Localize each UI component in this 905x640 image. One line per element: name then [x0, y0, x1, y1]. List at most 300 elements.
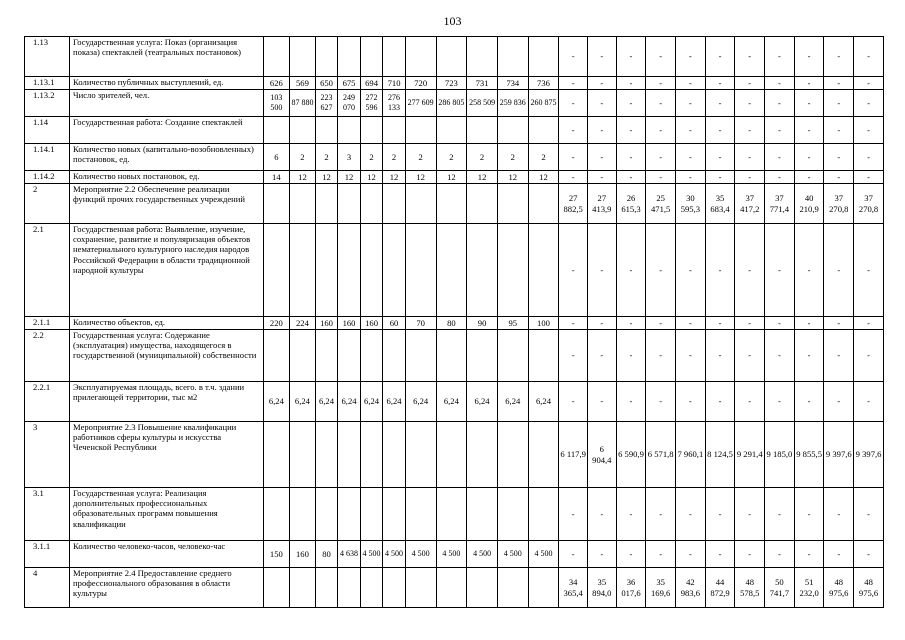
indicator-value — [405, 37, 436, 77]
indicator-value: 2 — [315, 144, 338, 171]
funding-value: - — [765, 171, 795, 184]
indicator-value — [360, 117, 383, 144]
indicator-value — [405, 117, 436, 144]
funding-value: - — [587, 90, 616, 117]
funding-value: - — [794, 144, 824, 171]
funding-value: 27 882,5 — [559, 184, 588, 224]
funding-value: 9 855,5 — [794, 422, 824, 488]
indicator-value — [338, 568, 361, 608]
indicator-value: 12 — [528, 171, 559, 184]
indicator-value — [405, 330, 436, 382]
indicator-value: 2 — [383, 144, 406, 171]
funding-value: - — [735, 37, 765, 77]
funding-value: - — [735, 382, 765, 422]
funding-value: - — [676, 90, 706, 117]
funding-value: - — [824, 171, 854, 184]
funding-value: 50 741,7 — [765, 568, 795, 608]
funding-value: - — [824, 90, 854, 117]
funding-value: - — [646, 330, 676, 382]
row-number: 2 — [25, 184, 70, 224]
funding-value: - — [587, 488, 616, 541]
table-row — [25, 117, 884, 144]
indicator-value — [405, 488, 436, 541]
indicator-value: 286 805 — [436, 90, 467, 117]
funding-value: - — [559, 77, 588, 90]
indicator-value: 675 — [338, 77, 361, 90]
funding-value: - — [735, 117, 765, 144]
funding-value: - — [765, 488, 795, 541]
funding-value: 48 975,6 — [854, 568, 884, 608]
funding-value: - — [559, 117, 588, 144]
funding-value: 8 124,5 — [705, 422, 735, 488]
indicator-value: 6,24 — [263, 382, 290, 422]
funding-value: 37 270,8 — [854, 184, 884, 224]
funding-value: 34 365,4 — [559, 568, 588, 608]
indicator-value: 6,24 — [315, 382, 338, 422]
indicator-value — [528, 37, 559, 77]
funding-value: - — [559, 90, 588, 117]
funding-value: - — [646, 37, 676, 77]
table-row — [25, 568, 884, 608]
funding-value: 6 904,4 — [587, 422, 616, 488]
row-name: Мероприятие 2.2 Обеспечение реализации функций прочих государственных учреждений — [70, 184, 264, 224]
indicator-value — [263, 117, 290, 144]
indicator-value — [360, 330, 383, 382]
funding-value: - — [559, 330, 588, 382]
indicator-value — [290, 488, 316, 541]
indicator-value: 95 — [497, 317, 528, 330]
funding-value: - — [854, 330, 884, 382]
funding-value: - — [735, 541, 765, 568]
indicator-value: 276 133 — [383, 90, 406, 117]
funding-value: - — [854, 488, 884, 541]
indicator-value — [360, 422, 383, 488]
funding-value: - — [824, 144, 854, 171]
funding-value: - — [735, 144, 765, 171]
row-number: 3 — [25, 422, 70, 488]
indicator-value — [290, 224, 316, 317]
funding-value: - — [646, 488, 676, 541]
row-name: Эксплуатируемая площадь, всего. в т.ч. здании прилегающей территории, тыс м2 — [70, 382, 264, 422]
indicator-value: 3 — [338, 144, 361, 171]
row-number: 1.13.1 — [25, 77, 70, 90]
row-name: Количество объектов, ед. — [70, 317, 264, 330]
funding-value: - — [765, 90, 795, 117]
funding-value: - — [824, 224, 854, 317]
funding-value: - — [854, 171, 884, 184]
indicator-value — [528, 330, 559, 382]
indicator-value: 2 — [360, 144, 383, 171]
funding-value: - — [705, 317, 735, 330]
funding-value: 9 185,0 — [765, 422, 795, 488]
funding-value: - — [765, 224, 795, 317]
funding-value: - — [854, 224, 884, 317]
indicator-value — [497, 422, 528, 488]
funding-value: - — [676, 117, 706, 144]
funding-value: - — [646, 117, 676, 144]
indicator-value — [467, 488, 498, 541]
indicator-value: 2 — [528, 144, 559, 171]
funding-value: - — [735, 77, 765, 90]
funding-value: - — [794, 317, 824, 330]
funding-value: - — [646, 317, 676, 330]
funding-value: - — [705, 488, 735, 541]
indicator-value — [338, 488, 361, 541]
funding-value: - — [676, 330, 706, 382]
funding-value: 37 771,4 — [765, 184, 795, 224]
funding-value: 35 169,6 — [646, 568, 676, 608]
indicator-value — [467, 568, 498, 608]
indicator-value: 4 500 — [383, 541, 406, 568]
indicator-value — [360, 224, 383, 317]
funding-value: - — [646, 77, 676, 90]
funding-value: 27 413,9 — [587, 184, 616, 224]
funding-value: - — [705, 541, 735, 568]
row-number: 1.14.1 — [25, 144, 70, 171]
indicator-value: 2 — [497, 144, 528, 171]
indicator-value: 272 596 — [360, 90, 383, 117]
funding-value: - — [676, 171, 706, 184]
funding-value: - — [705, 90, 735, 117]
indicators-table — [24, 36, 884, 608]
funding-value: - — [735, 330, 765, 382]
indicator-value — [497, 224, 528, 317]
funding-value: - — [735, 90, 765, 117]
funding-value: - — [676, 37, 706, 77]
indicator-value — [436, 37, 467, 77]
funding-value: 7 960,1 — [676, 422, 706, 488]
indicator-value: 2 — [436, 144, 467, 171]
indicator-value: 14 — [263, 171, 290, 184]
funding-value: - — [559, 171, 588, 184]
table-row — [25, 330, 884, 382]
funding-value: - — [765, 37, 795, 77]
indicator-value: 4 500 — [360, 541, 383, 568]
table-row — [25, 171, 884, 184]
indicator-value — [436, 184, 467, 224]
indicator-value: 12 — [290, 171, 316, 184]
indicator-value: 160 — [360, 317, 383, 330]
row-number: 2.2.1 — [25, 382, 70, 422]
row-number: 3.1.1 — [25, 541, 70, 568]
funding-value: 6 571,8 — [646, 422, 676, 488]
table-row — [25, 184, 884, 224]
funding-value: - — [587, 224, 616, 317]
indicator-value: 12 — [405, 171, 436, 184]
funding-value: - — [824, 382, 854, 422]
row-number: 1.14.2 — [25, 171, 70, 184]
indicator-value — [263, 330, 290, 382]
row-name: Мероприятие 2.3 Повышение квалификации работников сферы культуры и искусства Чеченской Республики — [70, 422, 264, 488]
indicator-value: 160 — [290, 541, 316, 568]
indicator-value — [497, 330, 528, 382]
funding-value: - — [646, 171, 676, 184]
indicator-value: 731 — [467, 77, 498, 90]
funding-value: - — [646, 382, 676, 422]
funding-value: - — [676, 382, 706, 422]
funding-value: - — [735, 171, 765, 184]
funding-value: - — [854, 90, 884, 117]
funding-value: - — [794, 541, 824, 568]
indicator-value: 12 — [338, 171, 361, 184]
table-row — [25, 541, 884, 568]
funding-value: - — [676, 317, 706, 330]
table-row — [25, 422, 884, 488]
indicator-value: 2 — [290, 144, 316, 171]
indicator-value: 277 609 — [405, 90, 436, 117]
indicator-value: 2 — [405, 144, 436, 171]
indicator-value — [497, 117, 528, 144]
indicator-value — [338, 330, 361, 382]
indicator-value: 6,24 — [436, 382, 467, 422]
indicator-value: 224 — [290, 317, 316, 330]
indicator-value: 223 627 — [315, 90, 338, 117]
row-name: Количество человеко-часов, человеко-час — [70, 541, 264, 568]
funding-value: - — [705, 117, 735, 144]
indicator-value — [528, 568, 559, 608]
indicator-value: 4 500 — [497, 541, 528, 568]
indicator-value — [338, 184, 361, 224]
funding-value: - — [646, 90, 676, 117]
indicator-value — [360, 488, 383, 541]
funding-value: - — [794, 330, 824, 382]
funding-value: - — [765, 117, 795, 144]
funding-value: - — [705, 77, 735, 90]
funding-value: - — [587, 330, 616, 382]
row-number: 2.1 — [25, 224, 70, 317]
funding-value: 35 894,0 — [587, 568, 616, 608]
row-number: 1.13.2 — [25, 90, 70, 117]
funding-value: - — [676, 224, 706, 317]
funding-value: - — [735, 488, 765, 541]
funding-value: - — [854, 144, 884, 171]
funding-value: - — [854, 117, 884, 144]
indicator-value: 160 — [315, 317, 338, 330]
indicator-value: 6,24 — [405, 382, 436, 422]
funding-value: - — [794, 382, 824, 422]
funding-value: - — [616, 77, 646, 90]
indicator-value — [405, 422, 436, 488]
indicator-value: 103 500 — [263, 90, 290, 117]
funding-value: - — [794, 90, 824, 117]
funding-value: 6 117,9 — [559, 422, 588, 488]
row-name: Количество публичных выступлений, ед. — [70, 77, 264, 90]
indicator-value — [263, 422, 290, 488]
row-name: Государственная услуга: Показ (организация показа) спектаклей (театральных постановок) — [70, 37, 264, 77]
table-row — [25, 144, 884, 171]
funding-value: 25 471,5 — [646, 184, 676, 224]
funding-value: - — [616, 317, 646, 330]
row-number: 1.13 — [25, 37, 70, 77]
funding-value: - — [616, 382, 646, 422]
funding-value: 9 397,6 — [854, 422, 884, 488]
indicator-value: 650 — [315, 77, 338, 90]
funding-value: - — [616, 224, 646, 317]
funding-value: - — [587, 77, 616, 90]
funding-value: - — [824, 317, 854, 330]
funding-value: - — [587, 117, 616, 144]
funding-value: - — [646, 144, 676, 171]
funding-value: - — [587, 317, 616, 330]
indicator-value: 90 — [467, 317, 498, 330]
funding-value: - — [794, 117, 824, 144]
funding-value: - — [735, 224, 765, 317]
funding-value: - — [824, 77, 854, 90]
funding-value: 9 291,4 — [735, 422, 765, 488]
funding-value: - — [854, 541, 884, 568]
indicator-value: 4 500 — [528, 541, 559, 568]
funding-value: - — [587, 541, 616, 568]
funding-value: - — [616, 144, 646, 171]
indicator-value — [383, 568, 406, 608]
table-row — [25, 77, 884, 90]
indicator-value — [436, 568, 467, 608]
funding-value: - — [616, 90, 646, 117]
indicator-value — [290, 422, 316, 488]
funding-value: 48 975,6 — [824, 568, 854, 608]
funding-value: - — [705, 224, 735, 317]
indicator-value — [528, 488, 559, 541]
indicator-value — [467, 330, 498, 382]
indicator-value — [383, 37, 406, 77]
indicator-value: 6,24 — [360, 382, 383, 422]
indicator-value: 4 638 — [338, 541, 361, 568]
funding-value: - — [646, 541, 676, 568]
row-name: Государственная услуга: Реализация дополнительных профессиональных образовательных программ повышения квалификации — [70, 488, 264, 541]
indicator-value — [383, 117, 406, 144]
indicator-value — [436, 330, 467, 382]
table-row — [25, 37, 884, 77]
row-number: 3.1 — [25, 488, 70, 541]
table-row — [25, 382, 884, 422]
table-row — [25, 224, 884, 317]
indicator-value — [315, 117, 338, 144]
funding-value: - — [616, 117, 646, 144]
indicator-value — [436, 422, 467, 488]
indicator-value: 259 836 — [497, 90, 528, 117]
indicator-value: 6,24 — [383, 382, 406, 422]
funding-value: - — [676, 541, 706, 568]
indicator-value — [497, 488, 528, 541]
indicator-value — [467, 184, 498, 224]
funding-value: - — [854, 317, 884, 330]
indicator-value — [383, 422, 406, 488]
indicator-value: 720 — [405, 77, 436, 90]
indicator-value — [405, 224, 436, 317]
indicator-value: 258 509 — [467, 90, 498, 117]
indicator-value — [338, 117, 361, 144]
funding-value: - — [824, 37, 854, 77]
indicator-value: 4 500 — [436, 541, 467, 568]
indicator-value — [263, 568, 290, 608]
funding-value: - — [824, 541, 854, 568]
indicator-value — [290, 568, 316, 608]
funding-value: - — [705, 171, 735, 184]
indicator-value: 80 — [436, 317, 467, 330]
row-name: Число зрителей, чел. — [70, 90, 264, 117]
funding-value: 6 590,9 — [616, 422, 646, 488]
funding-value: - — [705, 330, 735, 382]
row-name: Государственная работа: Выявление, изучение, сохранение, развитие и популяризация объектов нематериального культурного наследия народов Российской Федерации в области традиционной народной культуры — [70, 224, 264, 317]
indicator-value — [360, 37, 383, 77]
funding-value: 48 578,5 — [735, 568, 765, 608]
row-name: Мероприятие 2.4 Предоставление среднего профессионального образования в области культуры — [70, 568, 264, 608]
funding-value: - — [794, 488, 824, 541]
row-number: 2.2 — [25, 330, 70, 382]
indicator-value: 4 500 — [467, 541, 498, 568]
indicator-value — [528, 184, 559, 224]
funding-value: - — [587, 382, 616, 422]
indicator-value: 723 — [436, 77, 467, 90]
funding-value: 30 595,3 — [676, 184, 706, 224]
indicator-value — [263, 37, 290, 77]
indicator-value: 6,24 — [338, 382, 361, 422]
indicator-value — [528, 117, 559, 144]
funding-value: - — [559, 488, 588, 541]
indicator-value: 12 — [436, 171, 467, 184]
funding-value: - — [705, 144, 735, 171]
indicator-value — [338, 422, 361, 488]
funding-value: - — [824, 117, 854, 144]
indicator-value — [383, 224, 406, 317]
indicator-value — [528, 224, 559, 317]
funding-value: 35 683,4 — [705, 184, 735, 224]
funding-value: - — [587, 37, 616, 77]
table-row — [25, 317, 884, 330]
funding-value: 37 270,8 — [824, 184, 854, 224]
indicator-value — [263, 488, 290, 541]
indicator-value — [360, 568, 383, 608]
indicator-value — [436, 224, 467, 317]
indicator-value: 4 500 — [405, 541, 436, 568]
indicator-value — [497, 37, 528, 77]
funding-value: - — [705, 37, 735, 77]
funding-value: - — [765, 382, 795, 422]
row-name: Государственная работа: Создание спектаклей — [70, 117, 264, 144]
funding-value: - — [616, 37, 646, 77]
indicator-value: 736 — [528, 77, 559, 90]
indicator-value — [383, 184, 406, 224]
indicator-value — [467, 37, 498, 77]
funding-value: - — [794, 77, 824, 90]
indicator-value: 160 — [338, 317, 361, 330]
indicator-value — [290, 330, 316, 382]
indicator-value: 6,24 — [467, 382, 498, 422]
funding-value: - — [735, 317, 765, 330]
indicator-value: 710 — [383, 77, 406, 90]
indicator-value — [467, 422, 498, 488]
indicator-value: 220 — [263, 317, 290, 330]
row-number: 4 — [25, 568, 70, 608]
funding-value: - — [705, 382, 735, 422]
indicator-value: 6,24 — [528, 382, 559, 422]
indicator-value: 87 880 — [290, 90, 316, 117]
funding-value: - — [559, 541, 588, 568]
indicator-value — [290, 37, 316, 77]
row-number: 1.14 — [25, 117, 70, 144]
table-row — [25, 90, 884, 117]
indicator-value — [315, 422, 338, 488]
indicator-value — [315, 568, 338, 608]
indicator-value — [263, 224, 290, 317]
indicator-value: 12 — [467, 171, 498, 184]
row-name: Количество новых постановок, ед. — [70, 171, 264, 184]
funding-value: - — [676, 144, 706, 171]
funding-value: - — [824, 488, 854, 541]
indicator-value — [315, 37, 338, 77]
funding-value: - — [559, 382, 588, 422]
indicator-value: 12 — [360, 171, 383, 184]
